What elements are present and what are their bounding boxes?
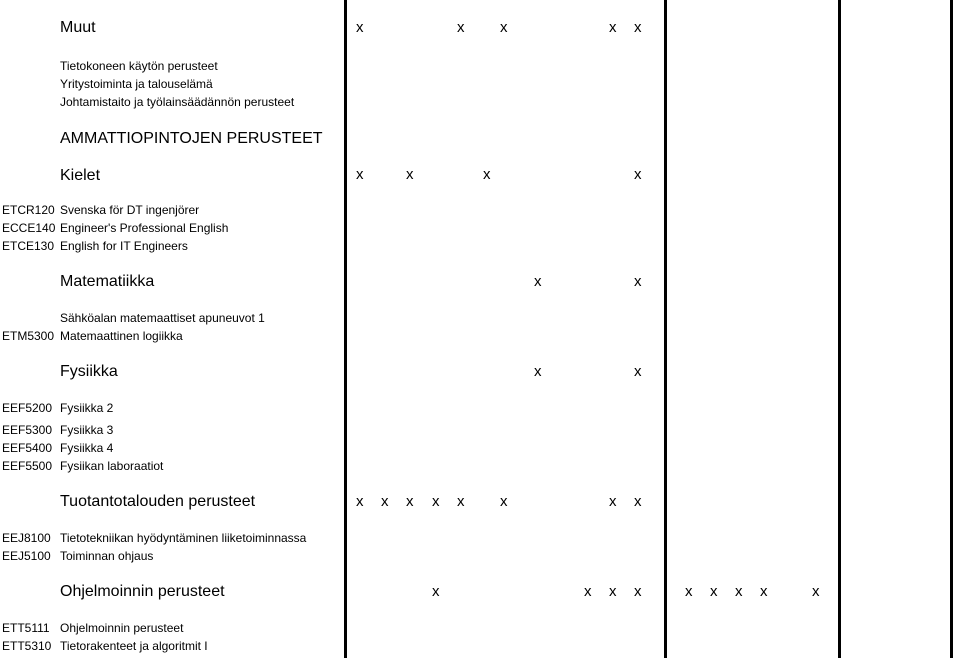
course-name: English for IT Engineers	[60, 239, 188, 253]
course-name: Sähköalan matemaattiset apuneuvot 1	[60, 311, 265, 325]
course-mark: x	[634, 19, 642, 36]
course-name: Tietotekniikan hyödyntäminen liiketoiminnassa	[60, 531, 307, 545]
course-mark: x	[710, 583, 718, 600]
column-divider	[838, 0, 841, 658]
section-heading-ohjelmoinnin-perusteet: Ohjelmoinnin perusteet	[60, 583, 225, 600]
course-mark: x	[406, 166, 414, 183]
course-code: EEF5200	[2, 401, 53, 415]
course-mark: x	[609, 493, 617, 510]
course-mark: x	[634, 583, 642, 600]
section-heading-fysiikka: Fysiikka	[60, 363, 118, 380]
course-code: ETM5300	[2, 329, 55, 343]
section-heading-matematiikka: Matematiikka	[60, 273, 155, 290]
column-divider	[664, 0, 667, 658]
course-name: Matemaattinen logiikka	[60, 329, 183, 343]
course-mark: x	[685, 583, 693, 600]
course-name: Engineer's Professional English	[60, 221, 229, 235]
course-mark: x	[356, 19, 364, 36]
course-mark: x	[500, 19, 508, 36]
course-name: Tietokoneen käytön perusteet	[60, 59, 218, 73]
course-code: EEF5300	[2, 423, 53, 437]
course-mark: x	[760, 583, 768, 600]
course-mark: x	[609, 19, 617, 36]
course-name: Ohjelmoinnin perusteet	[60, 621, 184, 635]
course-mark: x	[634, 166, 642, 183]
course-mark: x	[634, 493, 642, 510]
course-mark: x	[634, 363, 642, 380]
course-mark: x	[812, 583, 820, 600]
course-code: ETCE130	[2, 239, 55, 253]
column-divider	[344, 0, 347, 658]
course-mark: x	[356, 493, 364, 510]
course-mark: x	[609, 583, 617, 600]
course-mark: x	[432, 493, 440, 510]
course-mark: x	[534, 363, 542, 380]
course-mark: x	[457, 493, 465, 510]
course-mark: x	[500, 493, 508, 510]
section-heading-tuotantotalouden-perusteet: Tuotantotalouden perusteet	[60, 493, 256, 510]
course-code: EEF5500	[2, 459, 53, 473]
group-title: AMMATTIOPINTOJEN PERUSTEET	[60, 130, 323, 147]
course-name: Fysiikka 2	[60, 401, 114, 415]
course-code: ECCE140	[2, 221, 56, 235]
section-heading-kielet: Kielet	[60, 167, 101, 184]
course-name: Fysiikka 3	[60, 423, 114, 437]
course-code: EEJ5100	[2, 549, 51, 563]
column-divider	[950, 0, 953, 658]
section-heading-muut: Muut	[60, 19, 96, 36]
course-mark: x	[381, 493, 389, 510]
course-mark: x	[457, 19, 465, 36]
course-mark: x	[483, 166, 491, 183]
course-mark: x	[534, 273, 542, 290]
course-name: Johtamistaito ja työlainsäädännön perusteet	[60, 95, 295, 109]
course-name: Svenska för DT ingenjörer	[60, 203, 200, 217]
course-mark: x	[432, 583, 440, 600]
course-name: Yritystoiminta ja talouselämä	[60, 77, 213, 91]
course-mark: x	[584, 583, 592, 600]
course-name: Tietorakenteet ja algoritmit I	[60, 639, 208, 653]
course-code: EEJ8100	[2, 531, 51, 545]
course-mark: x	[634, 273, 642, 290]
course-mark: x	[356, 166, 364, 183]
course-name: Fysiikan laboraatiot	[60, 459, 164, 473]
course-code: ETT5111	[2, 621, 50, 635]
course-code: ETCR120	[2, 203, 55, 217]
course-name: Toiminnan ohjaus	[60, 549, 154, 563]
course-mark: x	[735, 583, 743, 600]
course-name: Fysiikka 4	[60, 441, 114, 455]
course-code: EEF5400	[2, 441, 53, 455]
course-code: ETT5310	[2, 639, 52, 653]
course-mark: x	[406, 493, 414, 510]
